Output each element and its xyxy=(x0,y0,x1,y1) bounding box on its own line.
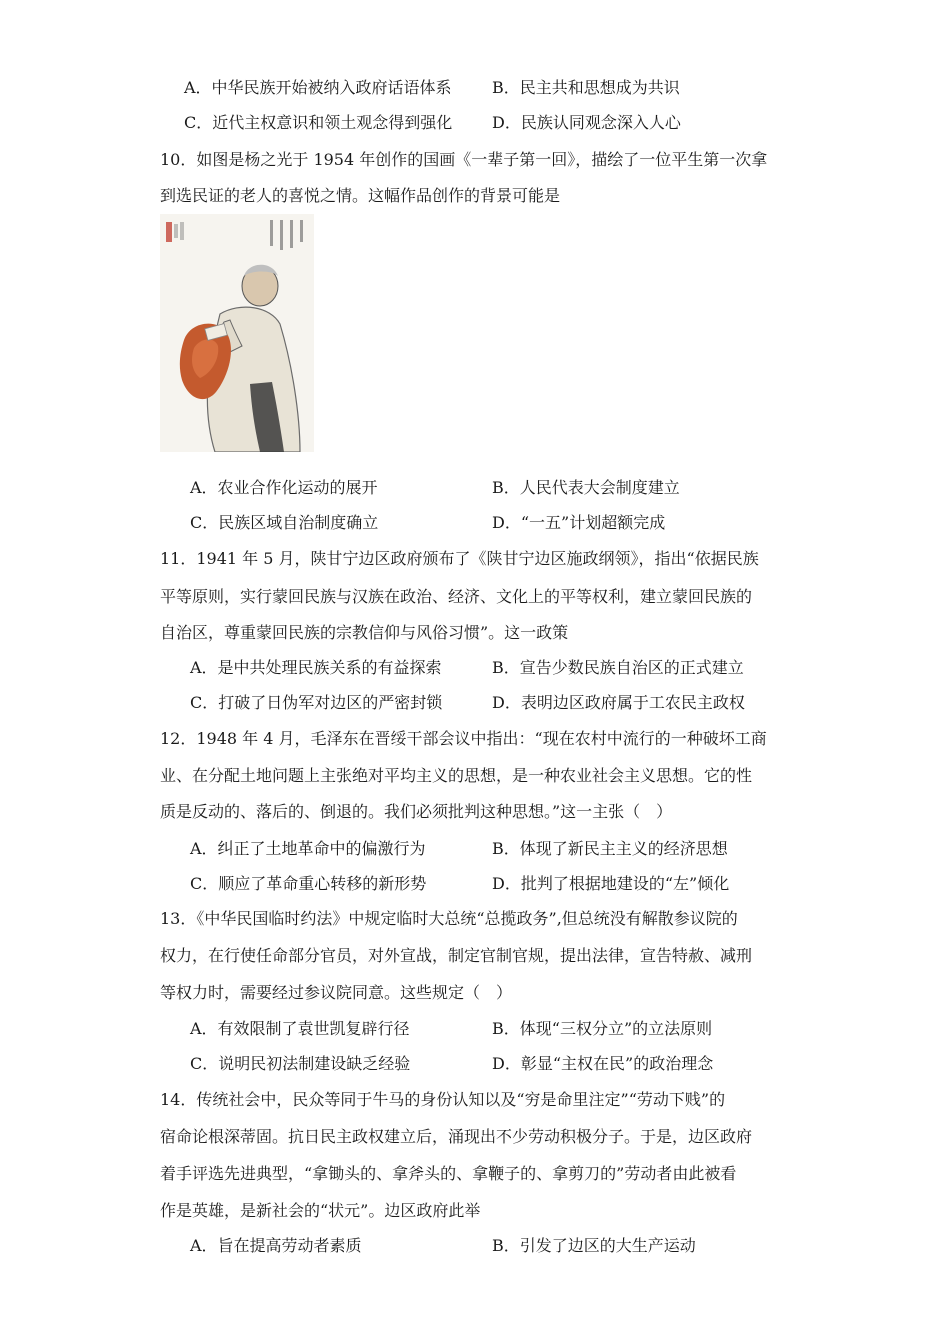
q11-option-b[interactable]: B．宣告少数民族自治区的正式建立 xyxy=(492,658,744,677)
q14-stem-line: 宿命论根深蒂固。抗日民主政权建立后，涌现出不少劳动积极分子。于是，边区政府 xyxy=(160,1127,753,1146)
q13-option-b[interactable]: B．体现“三权分立”的立法原则 xyxy=(492,1019,713,1038)
painting-image xyxy=(160,214,314,452)
q14-stem-line: 14．传统社会中，民众等同于牛马的身份认知以及“穷是命里注定”“劳动下贱”的 xyxy=(160,1090,726,1109)
q14-option-a[interactable]: A．旨在提高劳动者素质 xyxy=(190,1236,362,1255)
q12-stem-line: 12．1948 年 4 月，毛泽东在晋绥干部会议中指出：“现在农村中流行的一种破坏工商 xyxy=(160,729,767,748)
q10-option-a[interactable]: A．农业合作化运动的展开 xyxy=(190,478,378,497)
q12-option-c[interactable]: C．顺应了革命重心转移的新形势 xyxy=(190,874,427,893)
q13-stem-line: 13．《中华民国临时约法》中规定临时大总统“总揽政务”,但总统没有解散参议院的 xyxy=(160,909,738,928)
q11-stem-line: 平等原则，实行蒙回民族与汉族在政治、经济、文化上的平等权利，建立蒙回民族的 xyxy=(160,587,753,606)
q11-option-d[interactable]: D．表明边区政府属于工农民主政权 xyxy=(492,693,745,712)
q12-option-a[interactable]: A．纠正了土地革命中的偏激行为 xyxy=(190,839,426,858)
q13-stem-line: 等权力时，需要经过参议院同意。这些规定（ ） xyxy=(160,983,513,1002)
q13-option-c[interactable]: C．说明民初法制建设缺乏经验 xyxy=(190,1054,411,1073)
q12-option-b[interactable]: B．体现了新民主主义的经济思想 xyxy=(492,839,728,858)
q12-stem-line: 质是反动的、落后的、倒退的。我们必须批判这种思想。”这一主张（ ） xyxy=(160,802,673,821)
q13-option-d[interactable]: D．彰显“主权在民”的政治理念 xyxy=(492,1054,714,1073)
q9-option-c[interactable]: C．近代主权意识和领土观念得到强化 xyxy=(184,113,453,132)
q9-option-d[interactable]: D．民族认同观念深入人心 xyxy=(492,113,681,132)
q10-option-c[interactable]: C．民族区域自治制度确立 xyxy=(190,513,379,532)
q12-stem-line: 业、在分配土地问题上主张绝对平均主义的思想，是一种农业社会主义思想。它的性 xyxy=(160,766,753,785)
q10-option-b[interactable]: B．人民代表大会制度建立 xyxy=(492,478,680,497)
q9-option-a[interactable]: A．中华民族开始被纳入政府话语体系 xyxy=(184,78,452,97)
q10-option-d[interactable]: D．“一五”计划超额完成 xyxy=(492,513,666,532)
q13-option-a[interactable]: A．有效限制了袁世凯复辟行径 xyxy=(190,1019,410,1038)
q11-option-c[interactable]: C．打破了日伪军对边区的严密封锁 xyxy=(190,693,443,712)
q10-stem-line: 到选民证的老人的喜悦之情。这幅作品创作的背景可能是 xyxy=(160,186,561,205)
q11-stem-line: 11．1941 年 5 月，陕甘宁边区政府颁布了《陕甘宁边区施政纲领》，指出“依据民族 xyxy=(160,549,759,568)
q9-option-b[interactable]: B．民主共和思想成为共识 xyxy=(492,78,680,97)
q11-option-a[interactable]: A．是中共处理民族关系的有益探索 xyxy=(190,658,442,677)
q14-option-b[interactable]: B．引发了边区的大生产运动 xyxy=(492,1236,696,1255)
q14-stem-line: 作是英雄，是新社会的“状元”。边区政府此举 xyxy=(160,1201,481,1220)
q13-stem-line: 权力，在行使任命部分官员，对外宣战，制定官制官规，提出法律，宣告特赦、减刑 xyxy=(160,946,753,965)
q10-stem-line: 10．如图是杨之光于 1954 年创作的国画《一辈子第一回》，描绘了一位平生第一次拿 xyxy=(160,150,768,169)
q11-stem-line: 自治区，尊重蒙回民族的宗教信仰与风俗习惯”。这一政策 xyxy=(160,623,569,642)
q12-option-d[interactable]: D．批判了根据地建设的“左”倾化 xyxy=(492,874,730,893)
q14-stem-line: 着手评选先进典型，“拿锄头的、拿斧头的、拿鞭子的、拿剪刀的”劳动者由此被看 xyxy=(160,1164,737,1183)
